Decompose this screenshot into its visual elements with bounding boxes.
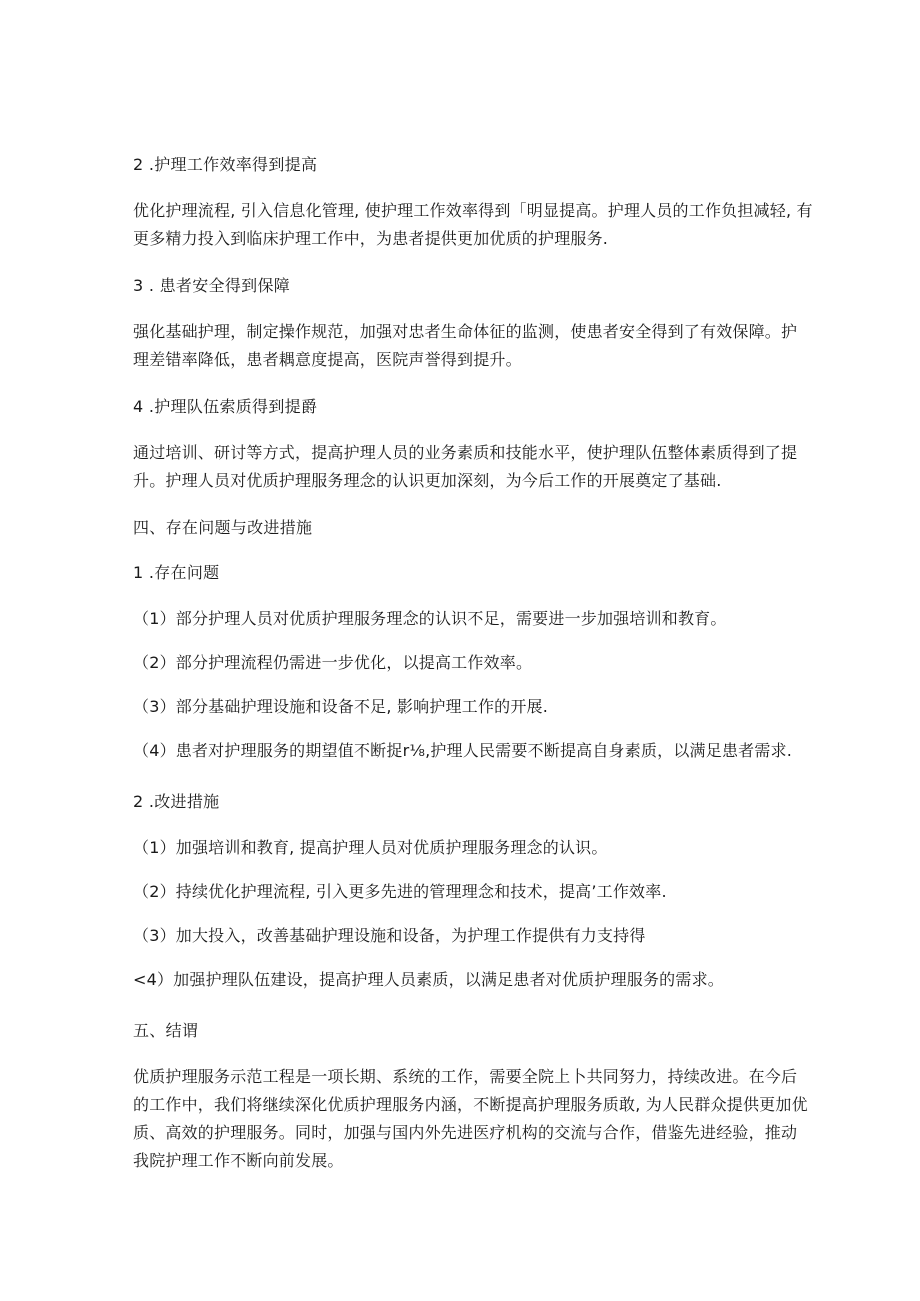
problem-item-4: （4）患者对护理服务的期望值不断捉r⅛,护理人民需要不断提高自身素质，以满足患者需求. (133, 741, 793, 760)
section-heading-efficiency: 2 .护理工作效率得到提高 (133, 155, 318, 174)
section-heading-patient-safety: 3 . 患者安全得到保障 (133, 276, 291, 295)
paragraph-efficiency: 优化护理流程, 引入信息化管理, 使护理工作效率得到「明显提高。护理人员的工作负担减轻, 有更多精力投入到临床护理工作中，为患者提供更加优质的护理服务. (133, 201, 813, 248)
document-body (133, 152, 813, 1195)
subheading-problems: 1 .存在问题 (133, 563, 220, 582)
measure-item-2: （2）持续优化护理流程, 引入更多先进的管理理念和技术，提高’工作效率. (133, 882, 667, 901)
problem-item-3: （3）部分基础护理设施和设备不足, 影响护理工作的开展. (133, 697, 549, 716)
chapter-heading-problems-and-measures: 四、存在问题与改进措施 (133, 518, 313, 537)
paragraph-team-quality: 通过培训、研讨等方式，提高护理人员的业务素质和技能水平，使护理队伍整体素质得到了提升。护理人员对优质护理服务理念的认识更加深刻，为今后工作的开展奠定了基础. (133, 443, 798, 490)
chapter-heading-conclusion: 五、结谓 (133, 1021, 199, 1040)
measure-item-3: （3）加大投入，改善基础护理设施和设备，为护理工作提供有力支持得 (133, 926, 646, 945)
measure-item-1: （1）加强培训和教育, 提高护理人员对优质护理服务理念的认识。 (133, 838, 608, 857)
measure-item-4: <4）加强护理队伍建设，提高护理人员素质，以满足患者对优质护理服务的需求。 (133, 970, 724, 989)
problem-item-2: （2）部分护理流程仍需进一步优化，以提高工作效率。 (133, 653, 533, 672)
paragraph-patient-safety: 强化基础护理，制定操作规范，加强对忠者生命体征的监测，使患者安全得到了有效保障。护理差错率降低，患者耦意度提高，医院声誉得到提升。 (133, 322, 798, 369)
subheading-measures: 2 .改进措施 (133, 792, 220, 811)
section-heading-team-quality: 4 .护理队伍索质得到提爵 (133, 397, 318, 416)
problem-item-1: （1）部分护理人员对优质护理服务理念的认识不足，需要进一步加强培训和教育。 (133, 609, 727, 628)
paragraph-conclusion: 优质护理服务示范工程是一项长期、系统的工作，需要全院上卜共同努力，持续改进。在今后的工作中，我们将继续深化优质护理服务内涵，不断提高护理服务质敢, 为人民群众提供更加优质、高效的护理服务。同时，加强与国内外先进医疗机构的交流与合作，借鉴先进经验，推动我院护理工作不断向前发展。 (133, 1067, 808, 1170)
